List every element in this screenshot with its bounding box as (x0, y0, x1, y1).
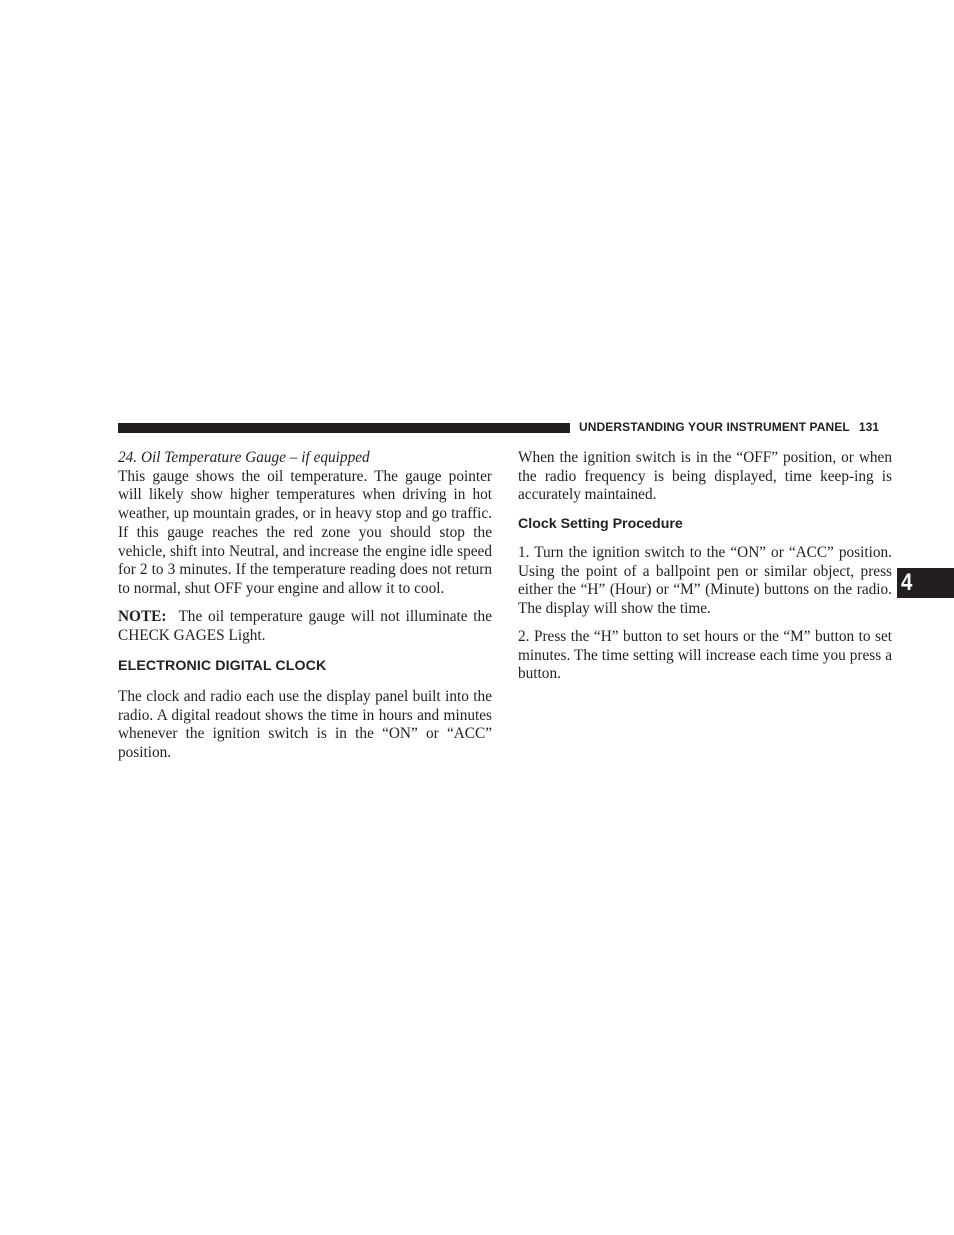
step-2: 2. Press the “H” button to set hours or the “M” button to set minutes. The time setting will increase each time you press a button. (518, 627, 892, 683)
subheading: Clock Setting Procedure (518, 516, 683, 533)
note-paragraph (118, 608, 492, 645)
note-label: NOTE: (118, 607, 167, 625)
step-1: 1. Turn the ignition switch to the “ON” or “ACC” position. Using the point of a ballpoint pen or similar object, press either the “H” (Hour) or “M” (Minute) buttons on the radio. The display will show the time. (518, 543, 892, 617)
chapter-number: 4 (901, 569, 913, 596)
intro-paragraph: When the ignition switch is in the “OFF” position, or when the radio frequency is being displayed, time keep-ing is accurately maintained. (518, 449, 892, 504)
page-number: 131 (858, 420, 880, 434)
section-body: The clock and radio each use the display panel built into the radio. A digital readout shows the time in hours and minutes whenever the ignition switch is in the “ON” or “ACC” position. (118, 688, 492, 762)
section-heading: ELECTRONIC DIGITAL CLOCK (118, 658, 327, 675)
running-header (579, 420, 891, 434)
header-rule (118, 423, 570, 433)
right-column (518, 449, 892, 684)
left-column (118, 449, 492, 763)
gauge-item-body: This gauge shows the oil temperature. The gauge pointer will likely show higher temperatures when driving in hot weather, up mountain grades, or in heavy stop and go traffic. If this gauge reaches the red zone you should stop the vehicle, shift into Neutral, and increase the engine idle speed for 2 to 3 minutes. If the temperature reading does not return to normal, shut OFF your engine and allow it to cool. (118, 467, 492, 597)
chapter-tab (897, 568, 954, 598)
section-title: UNDERSTANDING YOUR INSTRUMENT PANEL (579, 420, 850, 434)
note-text: The oil temperature gauge will not illuminate the CHECK GAGES Light. (118, 607, 492, 644)
gauge-item-title: 24. Oil Temperature Gauge – if equipped (118, 449, 370, 466)
